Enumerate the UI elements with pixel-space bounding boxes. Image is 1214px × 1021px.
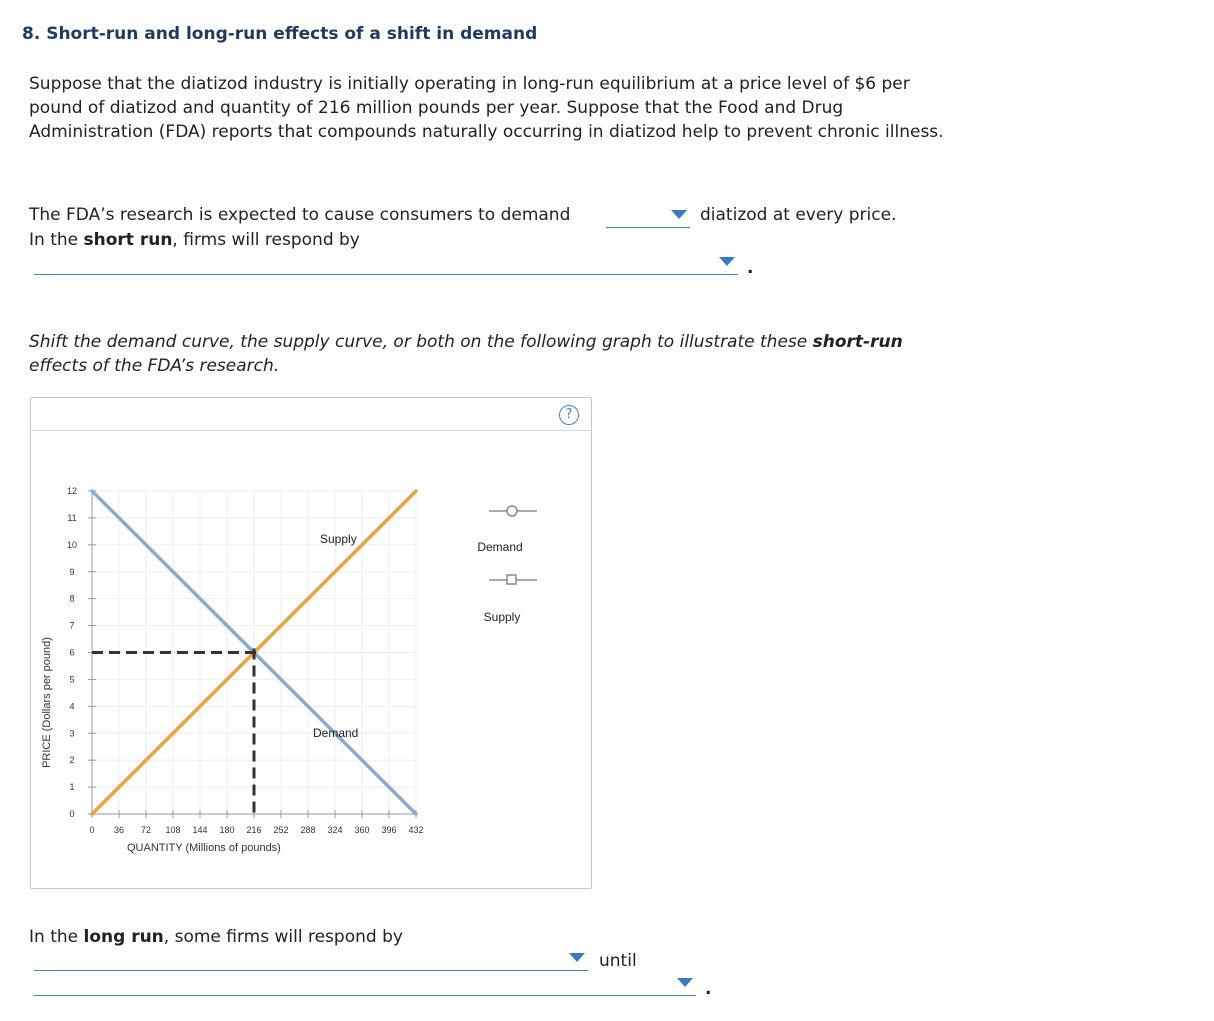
demand-curve-label: Demand	[313, 726, 359, 740]
long-run-until-dropdown[interactable]	[34, 973, 696, 996]
supply-curve-label: Supply	[320, 532, 357, 546]
y-tick-label: 10	[66, 539, 78, 550]
y-tick-label: 3	[69, 728, 75, 739]
demand-sentence-suffix: diatizod at every price.	[700, 205, 897, 225]
x-tick-label: 0	[89, 825, 95, 835]
y-tick-label: 7	[69, 620, 75, 631]
y-tick-label: 1	[69, 782, 75, 793]
x-tick-label: 432	[408, 825, 424, 835]
circle-icon	[507, 506, 517, 516]
question-intro: Suppose that the diatizod industry is initially operating in long-run equilibrium at a price level of $6 per pound of diatizod and quantity of 216 million pounds per year. Suppose that the Food and Drug Administration (FDA) reports that compounds naturally occurring in diatizod help to prevent chronic illness.	[29, 74, 944, 142]
dropdown-arrow-icon	[677, 978, 693, 987]
y-tick-label: 6	[69, 647, 75, 658]
x-tick-label: 36	[113, 825, 125, 835]
y-tick-label: 4	[69, 701, 75, 712]
question-title: 8. Short-run and long-run effects of a shift in demand	[22, 24, 538, 44]
long-run-response-dropdown[interactable]	[34, 948, 588, 971]
dropdown-arrow-icon	[719, 257, 735, 266]
x-tick-label: 72	[140, 825, 152, 835]
supply-demand-chart	[31, 398, 591, 888]
x-tick-label: 324	[327, 825, 343, 835]
short-run-period: .	[747, 258, 754, 278]
y-tick-label: 8	[69, 593, 75, 604]
short-run-prompt: In the short run, firms will respond by	[29, 230, 360, 250]
long-run-prompt: In the long run, some firms will respond by	[29, 927, 403, 947]
y-axis-label: PRICE (Dollars per pound)	[41, 637, 53, 768]
supply-tool-label: Supply	[483, 610, 521, 624]
demand-tool-label: Demand	[477, 540, 523, 554]
demand-sentence-prefix: The FDA’s research is expected to cause consumers to demand	[29, 205, 571, 225]
y-tick-label: 11	[67, 512, 77, 523]
x-axis-label: QUANTITY (Millions of pounds)	[127, 842, 281, 854]
x-tick-label: 252	[273, 825, 289, 835]
help-icon[interactable]: ?	[559, 405, 579, 425]
x-tick-label: 288	[300, 825, 316, 835]
square-icon	[507, 575, 516, 584]
graph-panel	[30, 397, 592, 889]
y-tick-label: 0	[69, 809, 75, 819]
x-tick-label: 360	[354, 825, 370, 835]
dropdown-arrow-icon	[671, 210, 687, 219]
x-tick-label: 216	[246, 825, 262, 835]
y-tick-label: 5	[69, 674, 75, 685]
short-run-response-dropdown[interactable]	[34, 252, 738, 275]
x-tick-label: 144	[192, 825, 208, 835]
demand-change-dropdown[interactable]	[606, 205, 690, 228]
x-tick-label: 396	[381, 825, 397, 835]
y-tick-label: 2	[69, 755, 75, 766]
x-tick-label: 180	[219, 825, 235, 835]
graph-instruction: Shift the demand curve, the supply curve, or both on the following graph to illustrate these short-run effects of the FDA’s research.	[29, 332, 903, 376]
x-tick-label: 108	[165, 825, 181, 835]
until-label: until	[599, 951, 637, 971]
y-tick-label: 9	[69, 566, 75, 577]
dropdown-arrow-icon	[569, 953, 585, 962]
y-tick-label: 12	[66, 486, 78, 496]
long-run-period: .	[705, 979, 712, 999]
